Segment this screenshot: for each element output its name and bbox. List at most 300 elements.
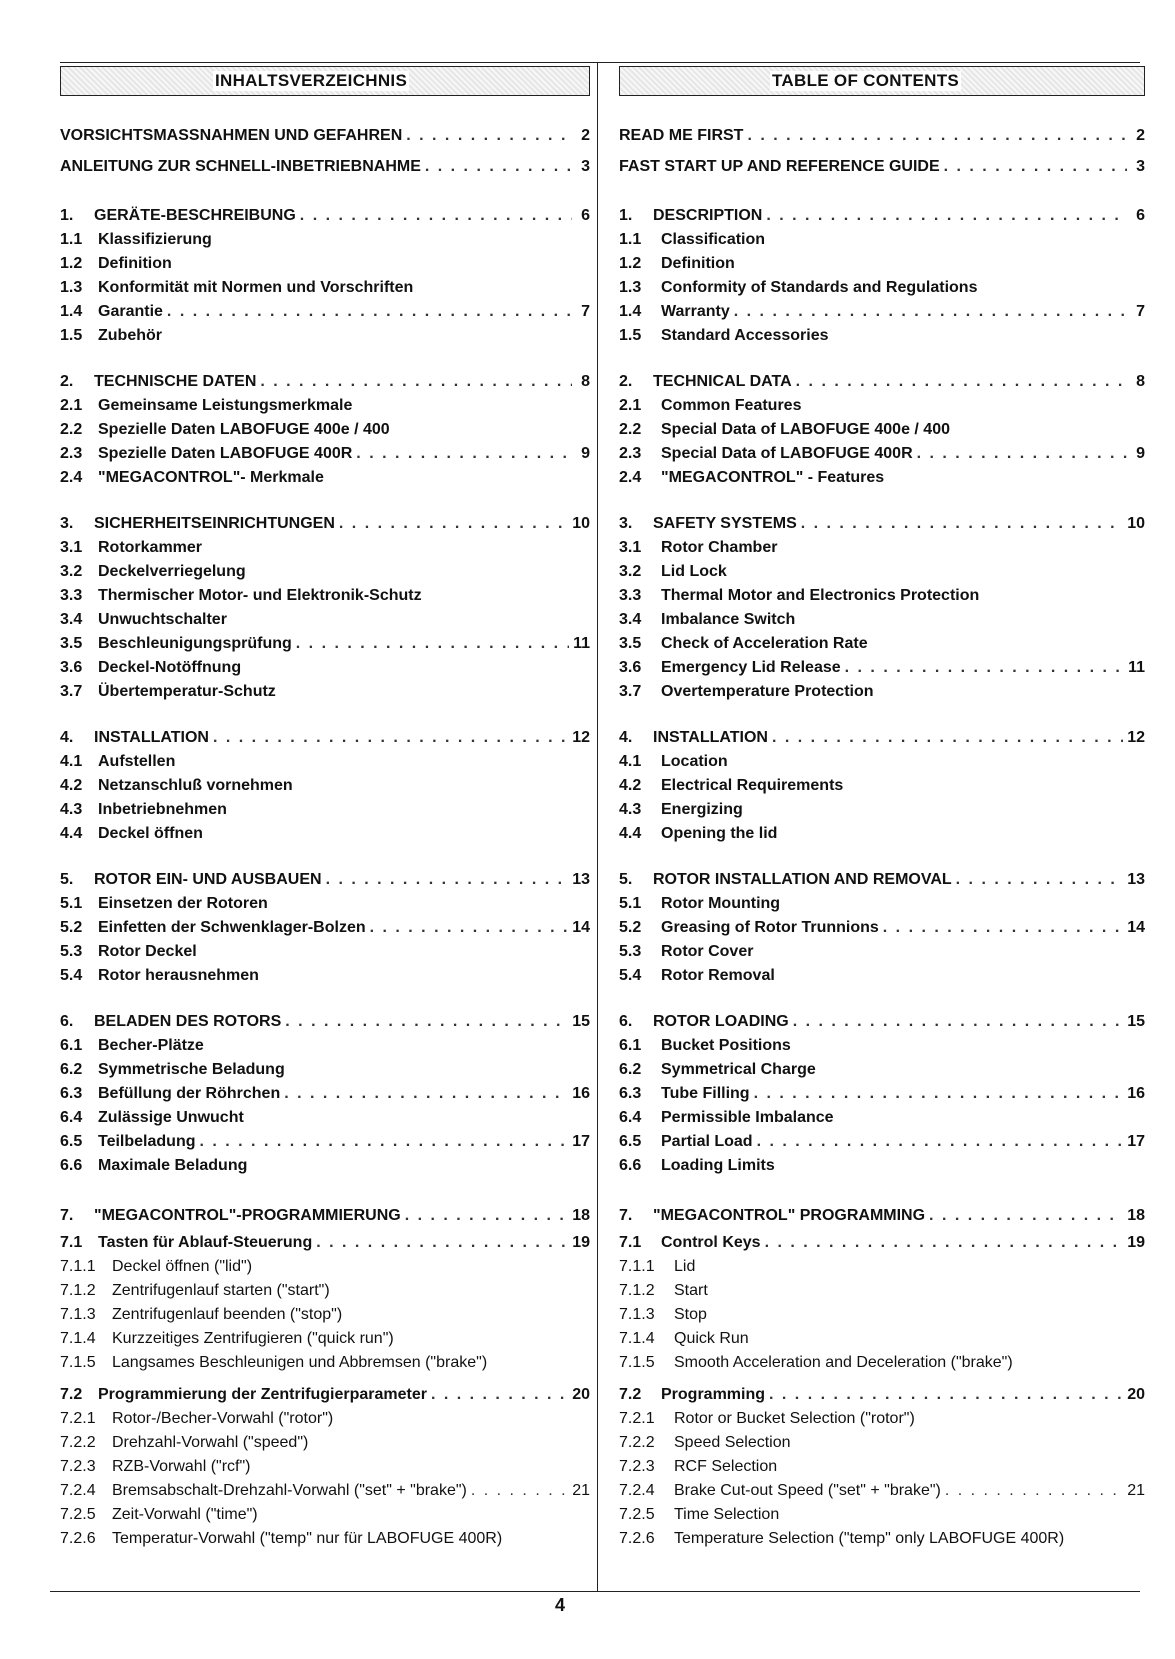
toc-entry-number: 4. — [60, 729, 74, 746]
toc-entry-number: 5.4 — [60, 967, 83, 984]
toc-spacer — [60, 490, 590, 512]
toc-entry — [60, 750, 590, 774]
toc-entry-number: 7.1.5 — [619, 1354, 655, 1371]
toc-leader-dots — [199, 1130, 568, 1154]
toc-leader-dots — [356, 442, 572, 466]
toc-entry-title: Deckelverriegelung — [98, 563, 246, 580]
toc-entry-page: 12 — [572, 729, 590, 746]
toc-entry — [60, 822, 590, 846]
toc-entry — [60, 916, 590, 940]
toc-entry — [60, 204, 590, 228]
toc-entry — [619, 466, 1145, 490]
toc-entry-title: Spezielle Daten LABOFUGE 400e / 400 — [98, 421, 390, 438]
toc-entry-page: 6 — [581, 207, 590, 224]
toc-header-title: TABLE OF CONTENTS — [772, 71, 960, 90]
toc-entry-number: 1.3 — [60, 279, 83, 296]
toc-entry-number: 3.1 — [619, 539, 642, 556]
toc-entry — [60, 892, 590, 916]
toc-entry — [60, 276, 590, 300]
toc-entry-title: Zubehör — [98, 327, 162, 344]
toc-entry — [619, 940, 1145, 964]
toc-entry-title: Zulässige Unwucht — [98, 1109, 244, 1126]
toc-leader-dots — [316, 1231, 568, 1255]
toc-entry-title: Lid — [674, 1258, 696, 1275]
toc-entry-title: Stop — [674, 1306, 707, 1323]
toc-entry-number: 1. — [60, 207, 74, 224]
toc-entry-title: Brake Cut-out Speed ("set" + "brake") — [674, 1482, 941, 1499]
toc-entry-title: Rotor or Bucket Selection ("rotor") — [674, 1410, 915, 1427]
toc-entry-page: 17 — [572, 1133, 590, 1150]
toc-entry — [60, 1200, 590, 1231]
toc-entry-title: Thermal Motor and Electronics Protection — [661, 587, 980, 604]
toc-header-box — [619, 66, 1145, 96]
toc-entry-page: 17 — [1127, 1133, 1145, 1150]
toc-entry-number: 5. — [60, 871, 74, 888]
toc-entry-title: Übertemperatur-Schutz — [98, 683, 276, 700]
toc-entry — [619, 1431, 1145, 1455]
toc-entry-page: 9 — [1136, 445, 1145, 462]
top-rule — [60, 62, 1140, 63]
toc-entry — [60, 466, 590, 490]
toc-entry-page: 19 — [572, 1234, 590, 1251]
toc-entry-number: 7.2.6 — [619, 1530, 655, 1547]
toc-entry-number: 6. — [619, 1013, 633, 1030]
toc-spacer — [60, 704, 590, 726]
toc-entry — [619, 584, 1145, 608]
toc-entry-page: 12 — [1127, 729, 1145, 746]
toc-leader-dots — [300, 204, 572, 228]
toc-entry — [619, 120, 1145, 151]
toc-entry — [619, 394, 1145, 418]
toc-entry-title: Definition — [98, 255, 172, 272]
toc-entry-page: 8 — [581, 373, 590, 390]
toc-leader-dots — [945, 1479, 1123, 1503]
toc-entry — [619, 1154, 1145, 1178]
toc-entry-title: Deckel öffnen ("lid") — [112, 1258, 253, 1275]
toc-body — [60, 120, 590, 1551]
toc-entry — [619, 300, 1145, 324]
toc-leader-dots — [766, 204, 1127, 228]
toc-entry — [60, 394, 590, 418]
toc-entry — [60, 536, 590, 560]
toc-entry-number: 5.1 — [619, 895, 642, 912]
toc-entry-page: 21 — [1127, 1482, 1145, 1499]
toc-entry — [60, 512, 590, 536]
toc-leader-dots — [339, 512, 568, 536]
toc-entry-number: 5. — [619, 871, 633, 888]
toc-entry-title: Inbetriebnehmen — [98, 801, 227, 818]
toc-entry-number: 7.1.5 — [60, 1354, 96, 1371]
toc-entry-number: 7.1.1 — [60, 1258, 96, 1275]
toc-leader-dots — [260, 370, 572, 394]
toc-entry-page: 16 — [572, 1085, 590, 1102]
toc-entry-number: 5.4 — [619, 967, 642, 984]
toc-entry-number: 6.2 — [619, 1061, 642, 1078]
toc-entry-page: 15 — [572, 1013, 590, 1030]
toc-entry — [619, 204, 1145, 228]
toc-entry-number: 3. — [619, 515, 633, 532]
toc-entry-page: 16 — [1127, 1085, 1145, 1102]
toc-leader-dots — [471, 1479, 568, 1503]
toc-entry-title: "MEGACONTROL" PROGRAMMING — [653, 1207, 926, 1224]
toc-leader-dots — [296, 632, 569, 656]
toc-entry-title: Thermischer Motor- und Elektronik-Schutz — [98, 587, 422, 604]
toc-entry — [60, 1106, 590, 1130]
toc-entry-title: "MEGACONTROL"-PROGRAMMIERUNG — [94, 1207, 401, 1224]
toc-entry-title: Loading Limits — [661, 1157, 775, 1174]
toc-entry-title: "MEGACONTROL" - Features — [661, 469, 885, 486]
toc-entry-title: Opening the lid — [661, 825, 778, 842]
toc-entry — [619, 1255, 1145, 1279]
toc-entry — [619, 1130, 1145, 1154]
toc-entry-number: 6.3 — [60, 1085, 83, 1102]
page-number: 4 — [555, 1595, 566, 1615]
toc-entry-number: 7.1.3 — [619, 1306, 655, 1323]
toc-entry-title: Tasten für Ablauf-Steuerung — [98, 1234, 313, 1251]
toc-entry-title: Classification — [661, 231, 766, 248]
toc-entry-number: 7.2.5 — [619, 1506, 655, 1523]
toc-leader-dots — [167, 300, 572, 324]
toc-entry-number: 7.2.6 — [60, 1530, 96, 1547]
toc-entry — [60, 1503, 590, 1527]
toc-entry-number: 7.1.4 — [619, 1330, 655, 1347]
toc-entry-title: Klassifizierung — [98, 231, 212, 248]
toc-entry — [60, 1034, 590, 1058]
toc-entry-number: 1.2 — [60, 255, 83, 272]
toc-leader-dots — [747, 120, 1127, 151]
toc-entry-title: VORSICHTSMASSNAHMEN UND GEFAHREN — [60, 127, 403, 144]
toc-entry-number: 5.3 — [60, 943, 83, 960]
toc-entry-number: 4.1 — [60, 753, 83, 770]
toc-spacer — [619, 1375, 1145, 1383]
toc-entry-number: 2.3 — [60, 445, 83, 462]
toc-entry — [619, 276, 1145, 300]
toc-entry-title: Rotor Removal — [661, 967, 775, 984]
toc-entry-title: Conformity of Standards and Regulations — [661, 279, 978, 296]
toc-body — [619, 120, 1145, 1551]
toc-spacer — [60, 348, 590, 370]
toc-entry-page: 6 — [1136, 207, 1145, 224]
toc-entry-number: 4.3 — [619, 801, 642, 818]
toc-entry-page: 20 — [1127, 1386, 1145, 1403]
toc-entry-number: 2.1 — [619, 397, 642, 414]
toc-leader-dots — [406, 120, 572, 151]
toc-entry-title: Location — [661, 753, 728, 770]
toc-entry-title: Time Selection — [674, 1506, 780, 1523]
toc-entry-title: Deckel-Notöffnung — [98, 659, 242, 676]
toc-entry — [619, 632, 1145, 656]
toc-entry-title: INSTALLATION — [653, 729, 768, 746]
toc-entry — [60, 1327, 590, 1351]
toc-entry-number: 5.1 — [60, 895, 83, 912]
toc-entry-title: Partial Load — [661, 1133, 753, 1150]
toc-entry-number: 7.2.2 — [619, 1434, 655, 1451]
toc-entry — [619, 1479, 1145, 1503]
toc-entry-title: Beschleunigungsprüfung — [98, 635, 292, 652]
toc-entry — [619, 151, 1145, 182]
toc-entry-number: 7.1 — [619, 1234, 642, 1251]
toc-entry-title: ROTOR LOADING — [653, 1013, 789, 1030]
toc-entry — [619, 774, 1145, 798]
toc-entry-title: READ ME FIRST — [619, 127, 744, 144]
column-divider — [597, 62, 598, 1591]
toc-entry-page: 3 — [1136, 158, 1145, 175]
toc-entry-number: 4.1 — [619, 753, 642, 770]
toc-entry-title: Programmierung der Zentrifugierparameter — [98, 1386, 427, 1403]
toc-entry-number: 2.4 — [619, 469, 642, 486]
toc-entry — [60, 1255, 590, 1279]
toc-entry-number: 3.4 — [60, 611, 83, 628]
bottom-rule — [50, 1591, 1140, 1592]
toc-entry — [619, 536, 1145, 560]
toc-entry-title: Tube Filling — [661, 1085, 750, 1102]
toc-entry — [60, 1479, 590, 1503]
toc-entry — [60, 1527, 590, 1551]
toc-entry-number: 2. — [619, 373, 633, 390]
toc-entry-number: 1.4 — [619, 303, 642, 320]
toc-entry-number: 7.2.2 — [60, 1434, 96, 1451]
toc-leader-dots — [929, 1200, 1123, 1231]
toc-leader-dots — [917, 442, 1127, 466]
toc-leader-dots — [754, 1082, 1124, 1106]
toc-entry-title: ROTOR EIN- UND AUSBAUEN — [94, 871, 322, 888]
toc-entry-number: 7.1.2 — [60, 1282, 96, 1299]
toc-entry-title: Bremsabschalt-Drehzahl-Vorwahl ("set" + "brake") — [112, 1482, 467, 1499]
toc-entry — [619, 418, 1145, 442]
toc-entry-number: 7.2.1 — [619, 1410, 655, 1427]
toc-leader-dots — [425, 151, 572, 182]
toc-entry — [60, 1231, 590, 1255]
toc-entry — [619, 608, 1145, 632]
toc-entry-page: 21 — [572, 1482, 590, 1499]
toc-entry-title: DESCRIPTION — [653, 207, 763, 224]
toc-entry-title: ROTOR INSTALLATION AND REMOVAL — [653, 871, 952, 888]
toc-entry-title: Zentrifugenlauf starten ("start") — [112, 1282, 330, 1299]
toc-entry — [619, 1034, 1145, 1058]
toc-entry-number: 5.3 — [619, 943, 642, 960]
toc-entry-title: Drehzahl-Vorwahl ("speed") — [112, 1434, 309, 1451]
toc-leader-dots — [956, 868, 1124, 892]
toc-entry — [60, 300, 590, 324]
toc-leader-dots — [284, 1082, 568, 1106]
toc-entry — [60, 632, 590, 656]
toc-leader-dots — [370, 916, 569, 940]
toc-spacer — [619, 704, 1145, 726]
toc-entry-title: RCF Selection — [674, 1458, 778, 1475]
toc-entry — [619, 892, 1145, 916]
toc-entry-title: GERÄTE-BESCHREIBUNG — [94, 207, 296, 224]
toc-entry — [619, 1327, 1145, 1351]
toc-entry-number: 3.3 — [619, 587, 642, 604]
toc-entry — [60, 1130, 590, 1154]
toc-entry-number: 2. — [60, 373, 74, 390]
toc-entry-number: 1.2 — [619, 255, 642, 272]
toc-entry-title: Special Data of LABOFUGE 400R — [661, 445, 913, 462]
toc-entry-number: 4.4 — [619, 825, 642, 842]
toc-entry-title: Teilbeladung — [98, 1133, 196, 1150]
toc-entry-page: 18 — [1127, 1207, 1145, 1224]
toc-entry — [60, 1082, 590, 1106]
toc-leader-dots — [405, 1200, 568, 1231]
toc-entry-page: 14 — [572, 919, 590, 936]
toc-entry-number: 3.4 — [619, 611, 642, 628]
toc-entry-number: 6.1 — [619, 1037, 642, 1054]
toc-entry — [619, 680, 1145, 704]
toc-entry-title: Kurzzeitiges Zentrifugieren ("quick run") — [112, 1330, 394, 1347]
toc-entry-title: Einsetzen der Rotoren — [98, 895, 268, 912]
toc-header-box — [60, 66, 590, 96]
toc-entry-number: 7.2.4 — [60, 1482, 96, 1499]
toc-entry — [60, 656, 590, 680]
toc-entry-title: Common Features — [661, 397, 802, 414]
toc-entry-page: 2 — [1136, 127, 1145, 144]
toc-entry — [60, 1407, 590, 1431]
toc-entry-number: 6.6 — [60, 1157, 83, 1174]
toc-entry — [60, 940, 590, 964]
toc-entry-number: 3.2 — [619, 563, 642, 580]
toc-entry-title: Rotorkammer — [98, 539, 203, 556]
toc-entry-number: 3.3 — [60, 587, 83, 604]
toc-entry-number: 4.2 — [619, 777, 642, 794]
toc-entry-title: Speed Selection — [674, 1434, 791, 1451]
toc-entry — [60, 418, 590, 442]
toc-entry-number: 2.2 — [619, 421, 642, 438]
toc-entry-title: Netzanschluß vornehmen — [98, 777, 293, 794]
toc-entry — [619, 1527, 1145, 1551]
toc-entry-title: Greasing of Rotor Trunnions — [661, 919, 879, 936]
toc-entry-title: Electrical Requirements — [661, 777, 844, 794]
toc-entry — [619, 512, 1145, 536]
toc-entry — [619, 798, 1145, 822]
toc-leader-dots — [769, 1383, 1123, 1407]
toc-entry-title: Rotor Chamber — [661, 539, 778, 556]
toc-entry-number: 7.1.3 — [60, 1306, 96, 1323]
toc-entry-title: Rotor herausnehmen — [98, 967, 259, 984]
toc-entry-title: Rotor Cover — [661, 943, 754, 960]
toc-entry-number: 2.3 — [619, 445, 642, 462]
toc-entry-number: 7.2.5 — [60, 1506, 96, 1523]
toc-entry-title: Temperatur-Vorwahl ("temp" nur für LABOFUGE 400R) — [112, 1530, 503, 1547]
toc-entry — [60, 324, 590, 348]
toc-entry-number: 6.5 — [60, 1133, 83, 1150]
toc-entry-number: 5.2 — [60, 919, 83, 936]
toc-entry-title: Standard Accessories — [661, 327, 829, 344]
toc-spacer — [619, 490, 1145, 512]
toc-entry — [619, 964, 1145, 988]
toc-entry-title: Quick Run — [674, 1330, 749, 1347]
toc-entry-title: Definition — [661, 255, 735, 272]
toc-entry-number: 1.1 — [60, 231, 83, 248]
toc-entry — [619, 1455, 1145, 1479]
toc-entry-page: 8 — [1136, 373, 1145, 390]
toc-entry — [60, 1351, 590, 1375]
toc-entry — [619, 822, 1145, 846]
toc-entry — [60, 726, 590, 750]
toc-entry-number: 3.6 — [619, 659, 642, 676]
toc-entry-page: 18 — [572, 1207, 590, 1224]
toc-entry-title: Deckel öffnen — [98, 825, 203, 842]
toc-entry-number: 6.4 — [619, 1109, 642, 1126]
toc-entry-title: RZB-Vorwahl ("rcf") — [112, 1458, 251, 1475]
toc-entry-page: 13 — [572, 871, 590, 888]
toc-spacer — [60, 846, 590, 868]
toc-entry-number: 4.2 — [60, 777, 83, 794]
toc-entry-page: 9 — [581, 445, 590, 462]
toc-entry-number: 6.5 — [619, 1133, 642, 1150]
toc-spacer — [60, 988, 590, 1010]
toc-entry-number: 3.2 — [60, 563, 83, 580]
toc-entry-number: 7.2.3 — [60, 1458, 96, 1475]
toc-entry-number: 7. — [60, 1207, 74, 1224]
toc-entry — [619, 1383, 1145, 1407]
toc-entry-title: TECHNISCHE DATEN — [94, 373, 257, 390]
toc-entry-title: Rotor Deckel — [98, 943, 197, 960]
toc-entry-number: 6. — [60, 1013, 74, 1030]
toc-entry-page: 15 — [1127, 1013, 1145, 1030]
toc-leader-dots — [772, 726, 1123, 750]
toc-entry-number: 7.2 — [619, 1386, 642, 1403]
toc-entry-title: Unwuchtschalter — [98, 611, 227, 628]
toc-entry-page: 13 — [1127, 871, 1145, 888]
toc-leader-dots — [765, 1231, 1124, 1255]
toc-leader-dots — [796, 370, 1127, 394]
toc-entry-title: FAST START UP AND REFERENCE GUIDE — [619, 158, 940, 175]
toc-entry-number: 7.2 — [60, 1386, 83, 1403]
toc-entry-title: Rotor Mounting — [661, 895, 781, 912]
toc-entry-page: 2 — [581, 127, 590, 144]
toc-entry-title: Emergency Lid Release — [661, 659, 841, 676]
toc-entry — [60, 798, 590, 822]
toc-entry — [619, 370, 1145, 394]
toc-entry-title: Gemeinsame Leistungsmerkmale — [98, 397, 353, 414]
toc-column-german — [60, 66, 590, 1551]
toc-entry-title: Spezielle Daten LABOFUGE 400R — [98, 445, 353, 462]
toc-spacer — [60, 182, 590, 204]
toc-entry-title: Konformität mit Normen und Vorschriften — [98, 279, 414, 296]
toc-entry-number: 1.5 — [60, 327, 83, 344]
toc-entry-title: ANLEITUNG ZUR SCHNELL-INBETRIEBNAHME — [60, 158, 421, 175]
toc-entry — [619, 228, 1145, 252]
toc-entry-number: 1.3 — [619, 279, 642, 296]
toc-spacer — [60, 1178, 590, 1200]
toc-entry-number: 7.1.2 — [619, 1282, 655, 1299]
toc-entry-number: 1.5 — [619, 327, 642, 344]
toc-entry-title: Becher-Plätze — [98, 1037, 204, 1054]
toc-entry-title: Temperature Selection ("temp" only LABOFUGE 400R) — [674, 1530, 1065, 1547]
toc-entry-number: 1.4 — [60, 303, 83, 320]
toc-entry-title: Bucket Positions — [661, 1037, 791, 1054]
toc-entry-number: 6.1 — [60, 1037, 83, 1054]
toc-entry-number: 1. — [619, 207, 633, 224]
toc-entry — [60, 1279, 590, 1303]
toc-entry — [619, 1106, 1145, 1130]
toc-entry-number: 2.4 — [60, 469, 83, 486]
toc-entry — [60, 151, 590, 182]
toc-entry-title: SAFETY SYSTEMS — [653, 515, 797, 532]
toc-entry-title: Zeit-Vorwahl ("time") — [112, 1506, 258, 1523]
toc-entry — [619, 1010, 1145, 1034]
toc-entry — [60, 680, 590, 704]
toc-entry-number: 7.1 — [60, 1234, 83, 1251]
toc-entry — [619, 1279, 1145, 1303]
toc-entry — [619, 1351, 1145, 1375]
toc-entry-title: TECHNICAL DATA — [653, 373, 792, 390]
toc-entry — [60, 370, 590, 394]
toc-entry-title: SICHERHEITSEINRICHTUNGEN — [94, 515, 335, 532]
toc-entry-number: 6.2 — [60, 1061, 83, 1078]
toc-entry-page: 7 — [581, 303, 590, 320]
toc-entry — [619, 560, 1145, 584]
